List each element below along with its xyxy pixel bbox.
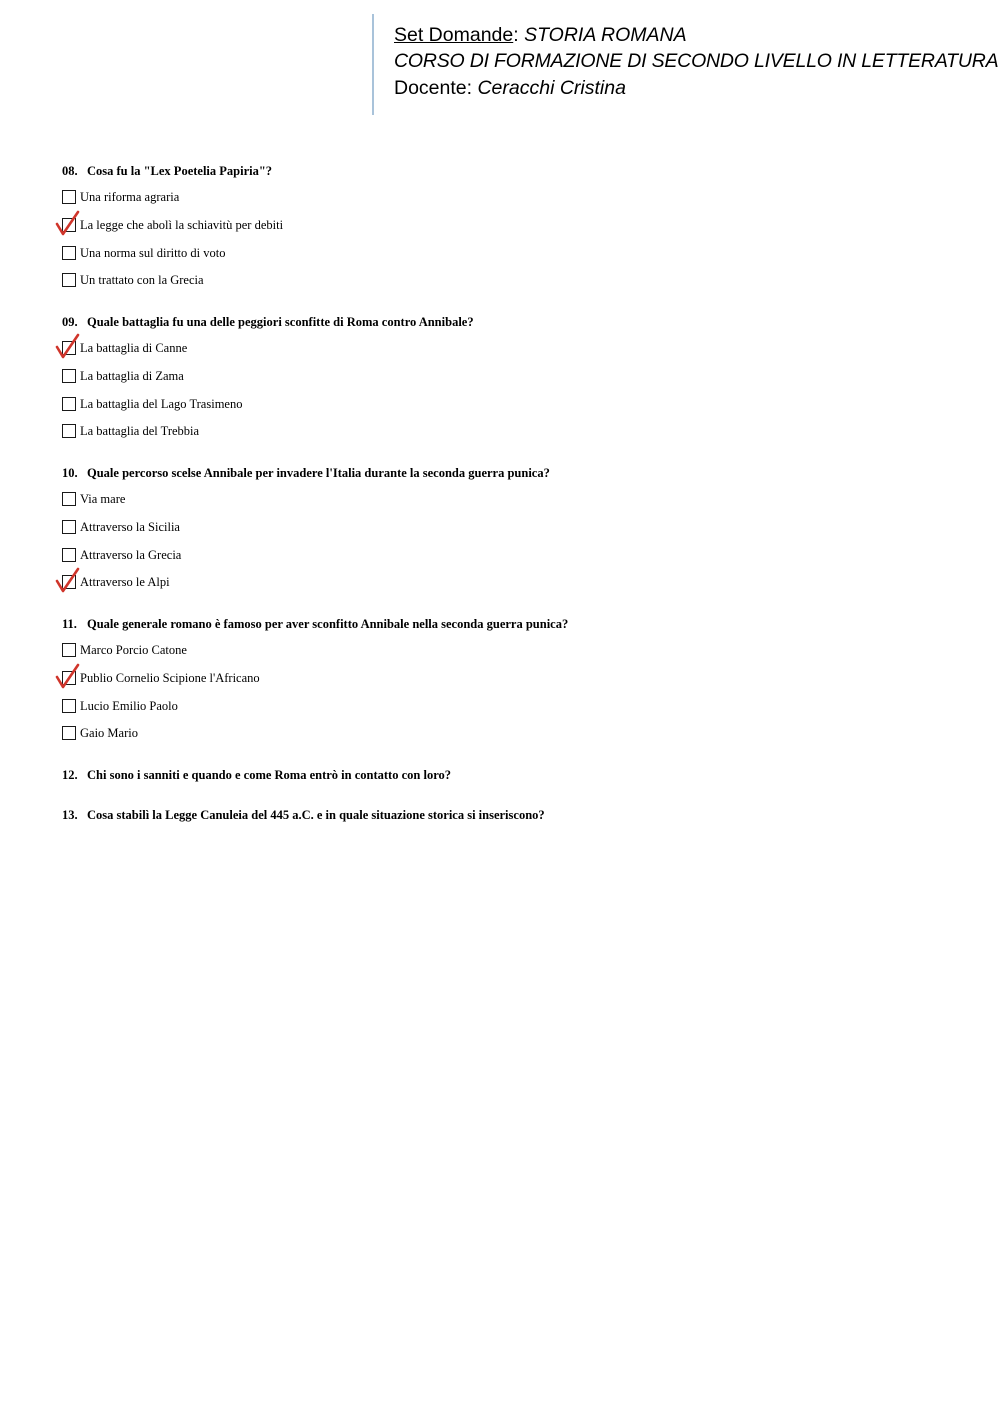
question-1 [62, 315, 474, 330]
checkmark-icon [56, 336, 80, 360]
answer-label: La battaglia di Zama [80, 369, 184, 383]
question-number: 13. [62, 808, 78, 822]
answer-label: Attraverso le Alpi [80, 575, 170, 589]
answer-label: Attraverso la Sicilia [80, 520, 180, 534]
set-value: STORIA ROMANA [524, 24, 687, 46]
answer-label: Gaio Mario [80, 726, 138, 740]
teacher-line [394, 77, 626, 99]
answer-label: Una norma sul diritto di voto [80, 246, 226, 260]
question-text: Quale generale romano è famoso per aver sconfitto Annibale nella seconda guerra punica? [87, 617, 569, 631]
question-number: 11. [62, 617, 77, 631]
answer-checkbox[interactable] [62, 726, 76, 740]
question-3 [62, 617, 568, 632]
question-text: Cosa fu la "Lex Poetelia Papiria"? [87, 164, 273, 178]
question-text: Quale battaglia fu una delle peggiori sconfitte di Roma contro Annibale? [87, 315, 474, 329]
answer-label: La legge che abolì la schiavitù per debiti [80, 218, 284, 232]
answer-label: Un trattato con la Grecia [80, 273, 204, 287]
question-0 [62, 164, 272, 179]
set-separator: : [513, 24, 525, 46]
course-title: CORSO DI FORMAZIONE DI SECONDO LIVELLO IN LETTERATURA [394, 50, 999, 72]
answer-checkbox[interactable] [62, 643, 76, 657]
checkmark-icon [56, 666, 80, 690]
answer-label: Una riforma agraria [80, 190, 180, 204]
teacher-name: Ceracchi Cristina [477, 77, 626, 99]
answer-checkbox[interactable] [62, 190, 76, 204]
question-2 [62, 466, 550, 481]
answer-checkbox[interactable] [62, 699, 76, 713]
question-4 [62, 768, 451, 783]
question-number: 08. [62, 164, 78, 178]
checkmark-icon [56, 570, 80, 594]
answer-checkbox[interactable] [62, 369, 76, 383]
document-header [372, 14, 1000, 115]
answer-label: La battaglia di Canne [80, 341, 188, 355]
answer-checkbox[interactable] [62, 548, 76, 562]
answer-checkbox[interactable] [62, 492, 76, 506]
answer-checkbox[interactable] [62, 424, 76, 438]
checkmark-icon [56, 213, 80, 237]
answer-checkbox[interactable] [62, 246, 76, 260]
question-text: Quale percorso scelse Annibale per invadere l'Italia durante la seconda guerra punica? [87, 466, 550, 480]
teacher-label: Docente: [394, 77, 478, 99]
question-number: 12. [62, 768, 78, 782]
question-number: 10. [62, 466, 78, 480]
answer-label: Attraverso la Grecia [80, 548, 182, 562]
answer-label: Publio Cornelio Scipione l'Africano [80, 671, 260, 685]
answer-checkbox[interactable] [62, 273, 76, 287]
question-set-line [394, 24, 687, 46]
answer-label: Via mare [80, 492, 126, 506]
set-label: Set Domande [394, 24, 514, 46]
question-number: 09. [62, 315, 78, 329]
question-5 [62, 808, 545, 823]
answer-label: Marco Porcio Catone [80, 643, 187, 657]
answer-checkbox[interactable] [62, 397, 76, 411]
answer-checkbox[interactable] [62, 520, 76, 534]
question-text: Cosa stabilì la Legge Canuleia del 445 a.C. e in quale situazione storica si inseriscono? [87, 808, 545, 822]
answer-label: La battaglia del Lago Trasimeno [80, 397, 243, 411]
question-text: Chi sono i sanniti e quando e come Roma entrò in contatto con loro? [87, 768, 452, 782]
answer-label: La battaglia del Trebbia [80, 424, 200, 438]
answer-label: Lucio Emilio Paolo [80, 699, 178, 713]
